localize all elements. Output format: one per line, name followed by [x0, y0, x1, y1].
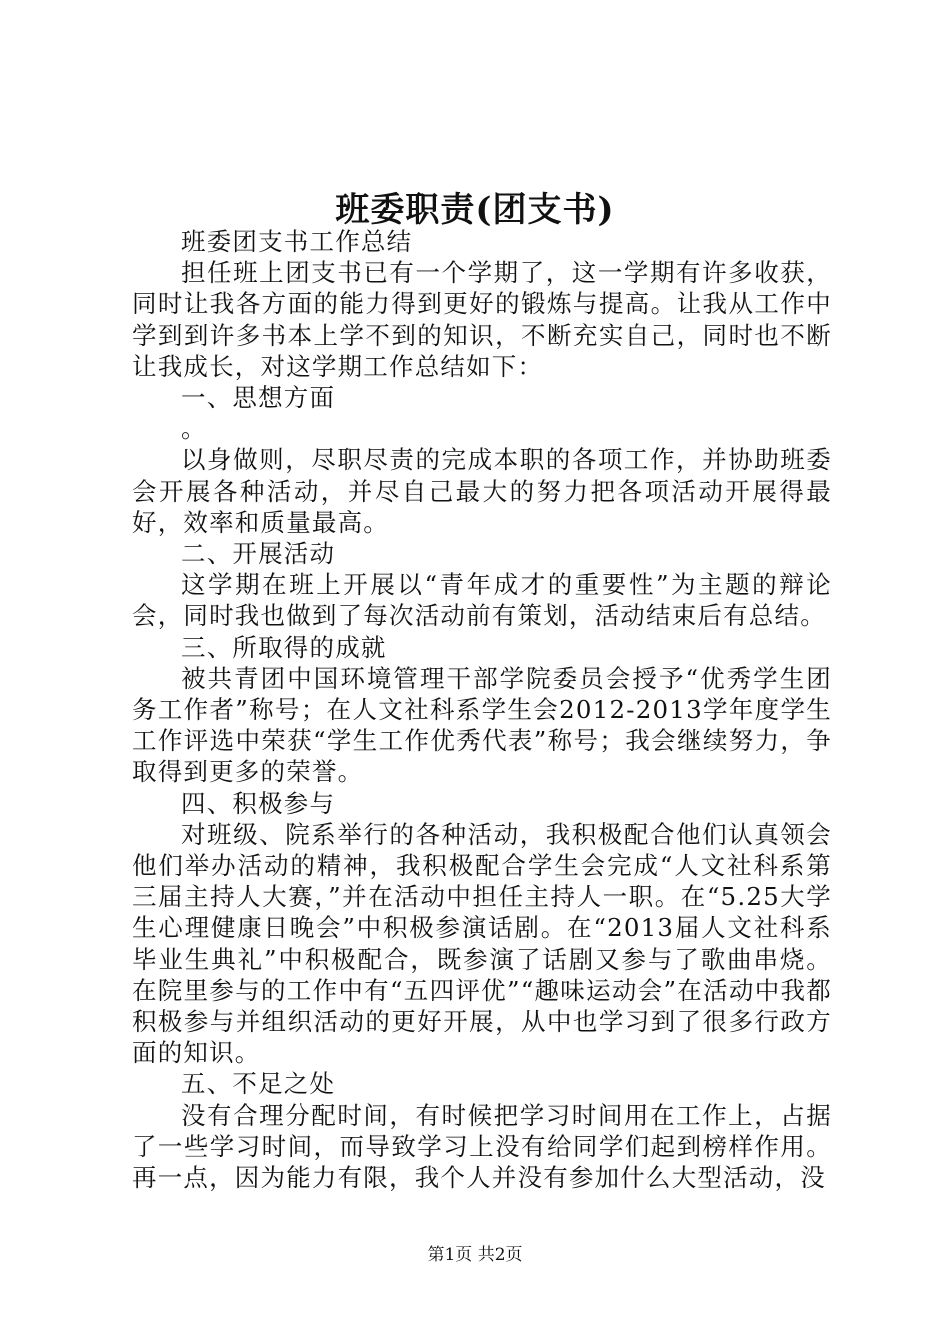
shortcomings-paragraph: 没有合理分配时间，有时候把学习时间用在工作上，占据了一些学习时间，而导致学习上没有给同学们起到榜样作用。再一点，因为能力有限，我个人并没有参加什么大型活动，没: [132, 1100, 832, 1193]
activities-paragraph: 这学期在班上开展以“青年成才的重要性”为主题的辩论会，同时我也做到了每次活动前有策划，活动结束后有总结。: [132, 570, 832, 631]
thought-paragraph: 以身做则，尽职尽责的完成本职的各项工作，并协助班委会开展各种活动，并尽自己最大的努力把各项活动开展得最好，效率和质量最高。: [132, 445, 832, 537]
section-heading-shortcomings: 五、不足之处: [181, 1069, 336, 1099]
section-heading-activities: 二、开展活动: [181, 539, 336, 569]
subtitle-paragraph: 班委团支书工作总结: [181, 227, 413, 256]
section-heading-achievements: 三、所取得的成就: [181, 632, 387, 662]
section-heading-thought: 一、思想方面: [181, 383, 336, 413]
page-footer: 第1页 共2页: [427, 1245, 523, 1265]
participation-paragraph: 对班级、院系举行的各种活动，我积极配合他们认真领会他们举办活动的精神，我积极配合学生会完成“人文社科系第三届主持人大赛，”并在活动中担任主持人一职。在“5.25大学生心理健康日晚会”中积极参演话剧。在“2013届人文社科系毕业生典礼”中积极配合，既参演了话剧又参与了歌曲串烧。在院里参与的工作中有“五四评优”“趣味运动会”在活动中我都积极参与并组织活动的更好开展，从中也学习到了很多行政方面的知识。: [132, 819, 832, 1068]
stray-period-paragraph: 。: [181, 414, 207, 444]
intro-paragraph: 担任班上团支书已有一个学期了，这一学期有许多收获，同时让我各方面的能力得到更好的锻炼与提高。让我从工作中学到到许多书本上学不到的知识，不断充实自己，同时也不断让我成长，对这学期工作总结如下：: [132, 258, 832, 381]
section-heading-participation: 四、积极参与: [181, 788, 336, 818]
achievements-paragraph: 被共青团中国环境管理干部学院委员会授予“优秀学生团务工作者”称号；在人文社科系学生会2012-2013学年度学生工作评选中荣获“学生工作优秀代表”称号；我会继续努力，争取得到更多的荣誉。: [132, 663, 832, 787]
document-body: [132, 226, 832, 1193]
document-title: 班委职责(团支书): [335, 190, 615, 230]
